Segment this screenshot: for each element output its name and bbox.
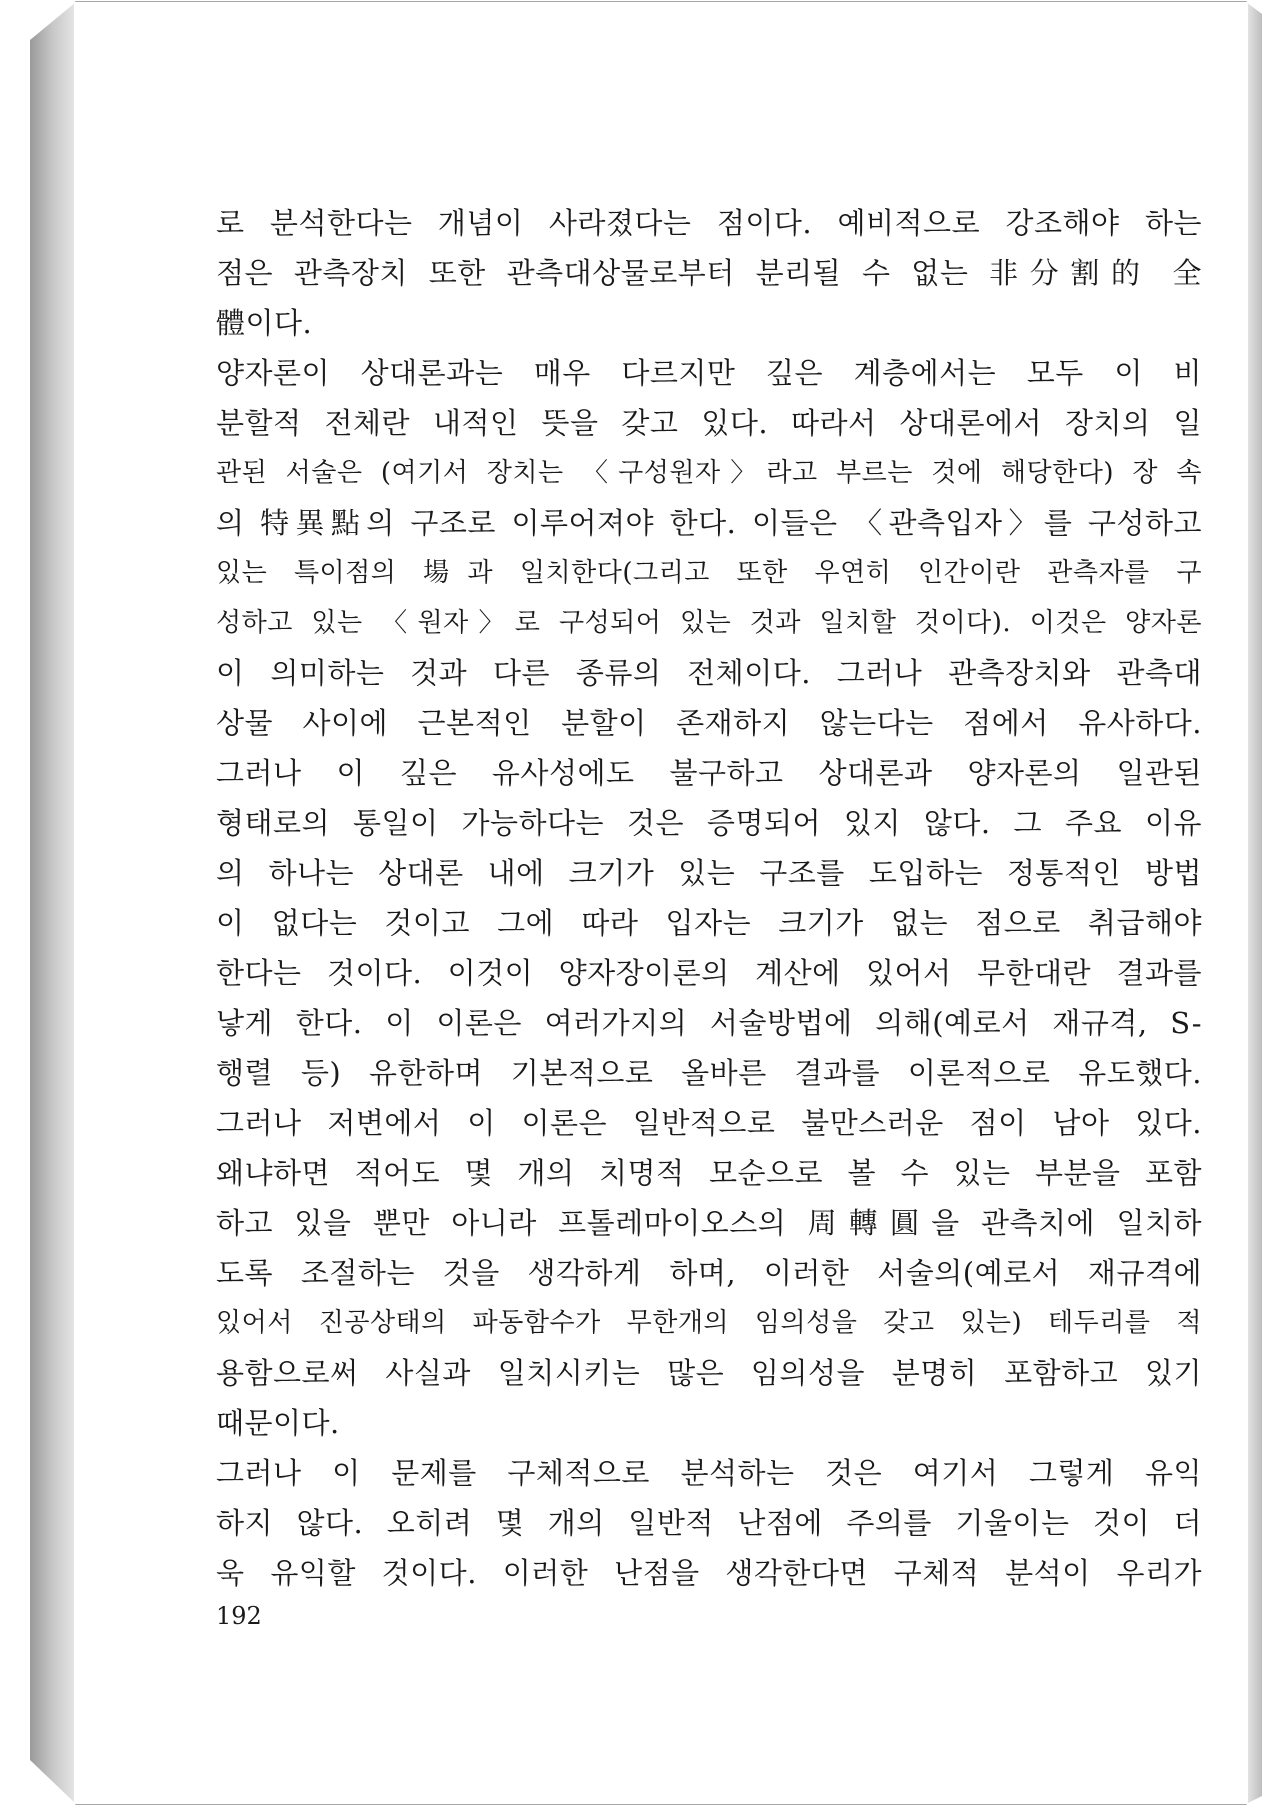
text-line: 낳게 한다. 이 이론은 여러가지의 서술방법에 의해(예로서 재규격, S- — [216, 1006, 1202, 1040]
text-line: 하지 않다. 오히려 몇 개의 일반적 난점에 주의를 기울이는 것이 더 — [216, 1506, 1202, 1540]
text-line: 있어서 진공상태의 파동함수가 무한개의 임의성을 갖고 있는) 테두리를 적 — [216, 1308, 1202, 1338]
text-line: 왜냐하면 적어도 몇 개의 치명적 모순으로 볼 수 있는 부분을 포함 — [216, 1156, 1202, 1190]
text-line: 로 분석한다는 개념이 사라졌다는 점이다. 예비적으로 강조해야 하는 — [216, 206, 1202, 240]
text-line: 점은 관측장치 또한 관측대상물로부터 분리될 수 없는 非分割的 全 — [216, 256, 1202, 290]
text-line: 그러나 이 깊은 유사성에도 불구하고 상대론과 양자론의 일관된 — [216, 756, 1202, 790]
text-line: 용함으로써 사실과 일치시키는 많은 임의성을 분명히 포함하고 있기 — [216, 1356, 1202, 1390]
text-line: 성하고 있는 〈원자〉로 구성되어 있는 것과 일치할 것이다). 이것은 양자론 — [216, 608, 1202, 638]
text-line: 그러나 저변에서 이 이론은 일반적으로 불만스러운 점이 남아 있다. — [216, 1106, 1202, 1140]
text-line: 하고 있을 뿐만 아니라 프톨레마이오스의 周轉圓을 관측치에 일치하 — [216, 1206, 1202, 1240]
text-line: 의 하나는 상대론 내에 크기가 있는 구조를 도입하는 정통적인 방법 — [216, 856, 1202, 890]
text-line: 때문이다. — [216, 1406, 340, 1440]
text-line: 體이다. — [216, 306, 313, 340]
text-line: 분할적 전체란 내적인 뜻을 갖고 있다. 따라서 상대론에서 장치의 일 — [216, 406, 1202, 440]
text-line: 행렬 등) 유한하며 기본적으로 올바른 결과를 이론적으로 유도했다. — [216, 1056, 1202, 1090]
text-line: 의 特異點의 구조로 이루어져야 한다. 이들은 〈관측입자〉를 구성하고 — [216, 506, 1202, 540]
body-text — [216, 198, 1202, 1598]
text-line: 도록 조절하는 것을 생각하게 하며, 이러한 서술의(예로서 재규격에 — [216, 1256, 1202, 1290]
text-line: 있는 특이점의 場과 일치한다(그리고 또한 우연히 인간이란 관측자를 구 — [216, 558, 1202, 588]
text-line: 관된 서술은 (여기서 장치는 〈구성원자〉라고 부르는 것에 해당한다) 장 속 — [216, 458, 1202, 488]
text-line: 한다는 것이다. 이것이 양자장이론의 계산에 있어서 무한대란 결과를 — [216, 956, 1202, 990]
text-line: 이 없다는 것이고 그에 따라 입자는 크기가 없는 점으로 취급해야 — [216, 906, 1202, 940]
text-line: 그러나 이 문제를 구체적으로 분석하는 것은 여기서 그렇게 유익 — [216, 1456, 1202, 1490]
text-line: 이 의미하는 것과 다른 종류의 전체이다. 그러나 관측장치와 관측대 — [216, 656, 1202, 690]
text-line: 상물 사이에 근본적인 분할이 존재하지 않는다는 점에서 유사하다. — [216, 706, 1202, 740]
book-right-side — [1246, 2, 1262, 1804]
text-line: 양자론이 상대론과는 매우 다르지만 깊은 계층에서는 모두 이 비 — [216, 356, 1202, 390]
book-page — [74, 2, 1248, 1804]
text-line: 형태로의 통일이 가능하다는 것은 증명되어 있지 않다. 그 주요 이유 — [216, 806, 1202, 840]
book-left-side — [30, 2, 76, 1804]
text-line: 욱 유익할 것이다. 이러한 난점을 생각한다면 구체적 분석이 우리가 — [216, 1556, 1202, 1590]
page-number: 192 — [216, 1602, 262, 1630]
